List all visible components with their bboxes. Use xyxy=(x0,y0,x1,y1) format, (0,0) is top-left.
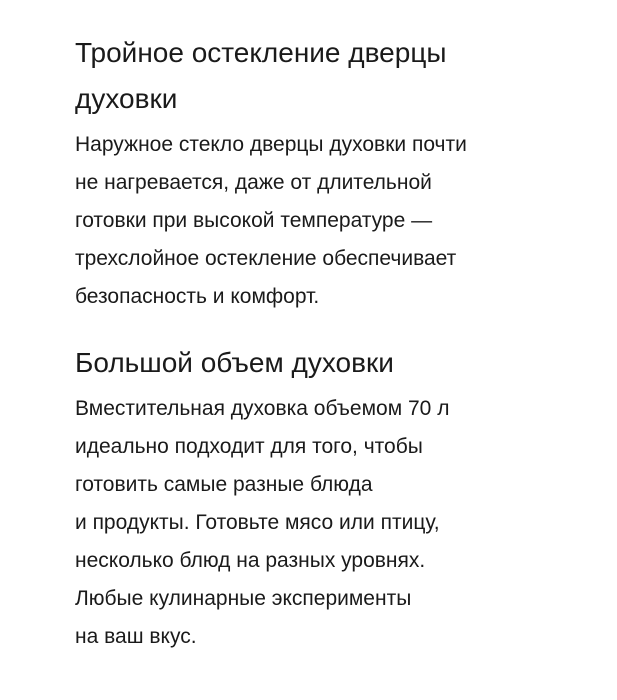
paragraph-line: идеально подходит для того, чтобы xyxy=(75,435,423,458)
section-heading xyxy=(75,30,595,122)
feature-content xyxy=(75,30,595,656)
paragraph-line: не нагревается, даже от длительной xyxy=(75,171,432,194)
paragraph-line: готовки при высокой температуре — xyxy=(75,209,433,232)
feature-section-large-oven xyxy=(75,340,595,656)
heading-line: Большой объем духовки xyxy=(75,347,394,378)
feature-section-triple-glazing xyxy=(75,30,595,316)
section-paragraph xyxy=(75,126,595,316)
paragraph-line: готовить самые разные блюда xyxy=(75,473,373,496)
paragraph-line: несколько блюд на разных уровнях. xyxy=(75,549,426,572)
paragraph-line: Вместительная духовка объемом 70 л xyxy=(75,397,450,420)
section-paragraph xyxy=(75,390,595,656)
paragraph-line: и продукты. Готовьте мясо или птицу, xyxy=(75,511,440,534)
paragraph-line: Любые кулинарные эксперименты xyxy=(75,587,412,610)
paragraph-line: безопасность и комфорт. xyxy=(75,285,320,308)
paragraph-line: на ваш вкус. xyxy=(75,625,197,648)
paragraph-line: Наружное стекло дверцы духовки почти xyxy=(75,133,467,156)
paragraph-line: трехслойное остекление обеспечивает xyxy=(75,247,457,270)
heading-line: духовки xyxy=(75,83,178,114)
heading-line: Тройное остекление дверцы xyxy=(75,37,447,68)
section-heading xyxy=(75,340,595,386)
